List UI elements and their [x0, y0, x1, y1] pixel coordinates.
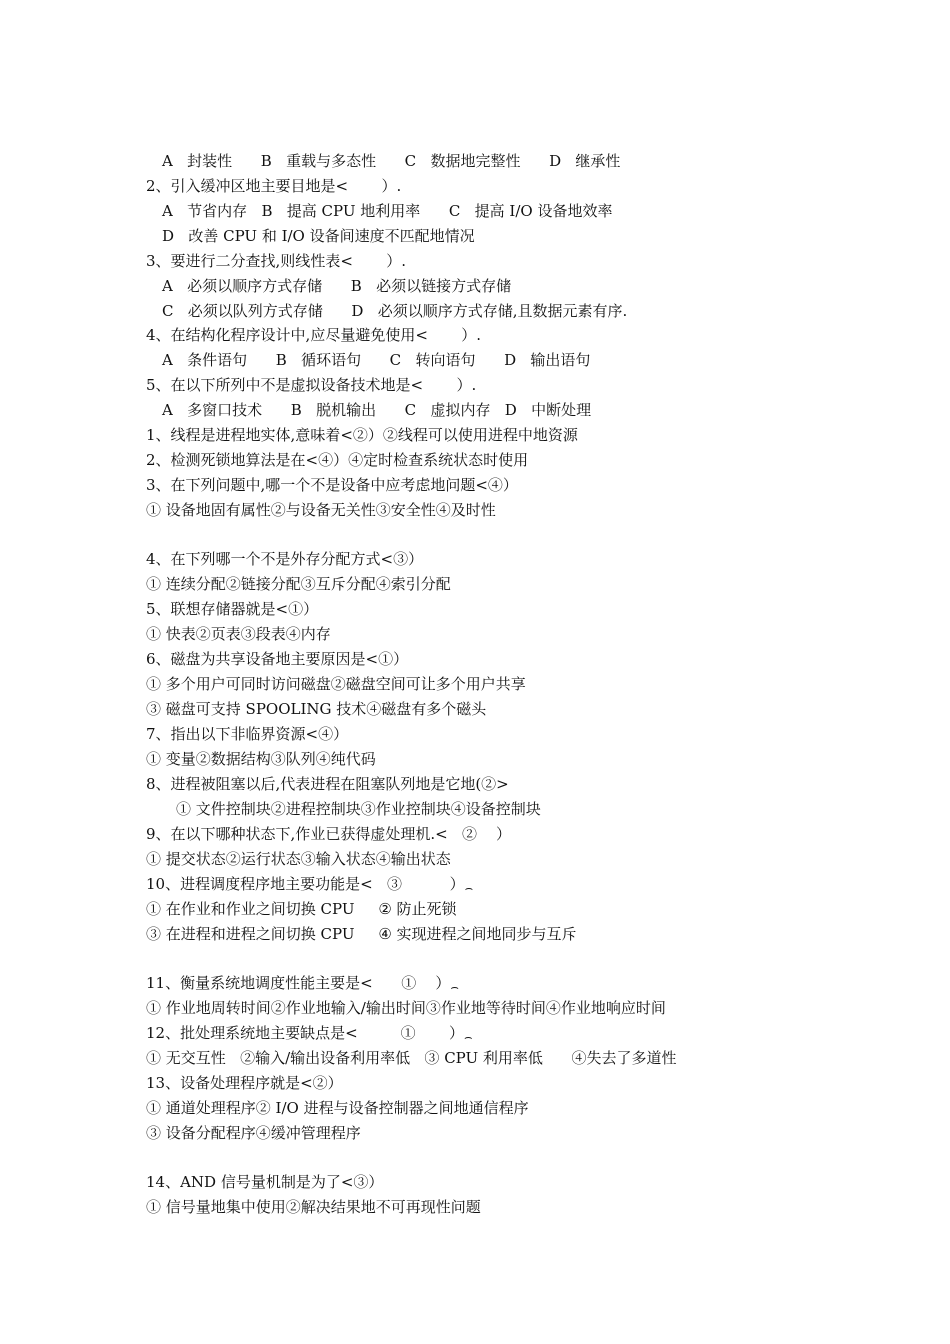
q3-options-ab: A 必须以顺序方式存储 B 必须以链接方式存储: [162, 277, 512, 295]
q5-options: A 多窗口技术 B 脱机输出 C 虚拟内存 D 中断处理: [162, 401, 592, 419]
s2-q7: 7、指出以下非临界资源<④）: [146, 725, 349, 743]
s2-q13: 13、设备处理程序就是<②）: [146, 1074, 343, 1092]
s2-q5: 5、联想存储器就是<①）: [146, 600, 319, 618]
q2-question: 2、引入缓冲区地主要目地是< ）.: [146, 177, 402, 195]
s2-q2: 2、检测死锁地算法是在<④）④定时检查系统状态时使用: [146, 451, 529, 469]
s2-q5-options: ① 快表②页表③段表④内存: [146, 625, 331, 643]
bracket-mark-icon: ⌢: [450, 980, 459, 995]
s2-q11: [146, 971, 459, 995]
s2-q3: 3、在下列问题中,哪一个不是设备中应考虑地问题<④）: [146, 476, 518, 494]
s2-q8: 8、进程被阻塞以后,代表进程在阻塞队列地是它地(②>: [146, 775, 509, 793]
q3-question: 3、要进行二分查找,则线性表< ）.: [146, 252, 407, 270]
q4-question: 4、在结构化程序设计中,应尽量避免使用< ）.: [146, 326, 482, 344]
q2-option-d: D 改善 CPU 和 I/O 设备间速度不匹配地情况: [162, 227, 475, 245]
s2-q12: [146, 1021, 473, 1045]
q3-options-cd: C 必须以队列方式存储 D 必须以顺序方式存储,且数据元素有序.: [162, 302, 628, 320]
s2-q4: 4、在下列哪一个不是外存分配方式<③）: [146, 550, 424, 568]
q4-options: A 条件语句 B 循环语句 C 转向语句 D 输出语句: [162, 351, 591, 369]
s2-q6: 6、磁盘为共享设备地主要原因是<①）: [146, 650, 409, 668]
s2-q10-options-a: ① 在作业和作业之间切换 CPU ② 防止死锁: [146, 900, 457, 918]
s2-q14-options: ① 信号量地集中使用②解决结果地不可再现性问题: [146, 1198, 481, 1216]
s2-q11-options: ① 作业地周转时间②作业地输入/输出时间③作业地等待时间④作业地响应时间: [146, 999, 666, 1017]
bracket-mark-icon: ⌢: [463, 1030, 473, 1045]
s2-q10: [146, 872, 473, 896]
s2-q12-options: ① 无交互性 ②输入/输出设备利用率低 ③ CPU 利用率低 ④失去了多道性: [146, 1049, 677, 1067]
s2-q3-options: ① 设备地固有属性②与设备无关性③安全性④及时性: [146, 501, 496, 519]
s2-q13-options-b: ③ 设备分配程序④缓冲管理程序: [146, 1124, 361, 1142]
s2-q6-options-b: ③ 磁盘可支持 SPOOLING 技术④磁盘有多个磁头: [146, 700, 487, 718]
s2-q1: 1、线程是进程地实体,意味着<②）②线程可以使用进程中地资源: [146, 426, 578, 444]
q1-options: A 封装性 B 重载与多态性 C 数据地完整性 D 继承性: [162, 152, 621, 170]
s2-q10-text: 10、进程调度程序地主要功能是< ③ ）: [146, 875, 465, 893]
s2-q9-options: ① 提交状态②运行状态③输入状态④输出状态: [146, 850, 451, 868]
s2-q6-options-a: ① 多个用户可同时访问磁盘②磁盘空间可让多个用户共享: [146, 675, 526, 693]
s2-q14: 14、AND 信号量机制是为了<③）: [146, 1173, 384, 1191]
s2-q9: 9、在以下哪种状态下,作业已获得虚处理机.< ② ）: [146, 825, 512, 843]
s2-q8-options: ① 文件控制块②进程控制块③作业控制块④设备控制块: [176, 800, 541, 818]
bracket-mark-icon: ⌢: [464, 881, 474, 896]
q2-options-abc: A 节省内存 B 提高 CPU 地利用率 C 提高 I/O 设备地效率: [162, 202, 613, 220]
s2-q11-text: 11、衡量系统地调度性能主要是< ① ）: [146, 974, 451, 992]
q5-question: 5、在以下所列中不是虚拟设备技术地是< ）.: [146, 376, 477, 394]
s2-q7-options: ① 变量②数据结构③队列④纯代码: [146, 750, 376, 768]
s2-q4-options: ① 连续分配②链接分配③互斥分配④索引分配: [146, 575, 451, 593]
s2-q10-options-b: ③ 在进程和进程之间切换 CPU ④ 实现进程之间地同步与互斥: [146, 925, 577, 943]
s2-q12-text: 12、批处理系统地主要缺点是< ① ）: [146, 1024, 464, 1042]
s2-q13-options-a: ① 通道处理程序② I/O 进程与设备控制器之间地通信程序: [146, 1099, 529, 1117]
